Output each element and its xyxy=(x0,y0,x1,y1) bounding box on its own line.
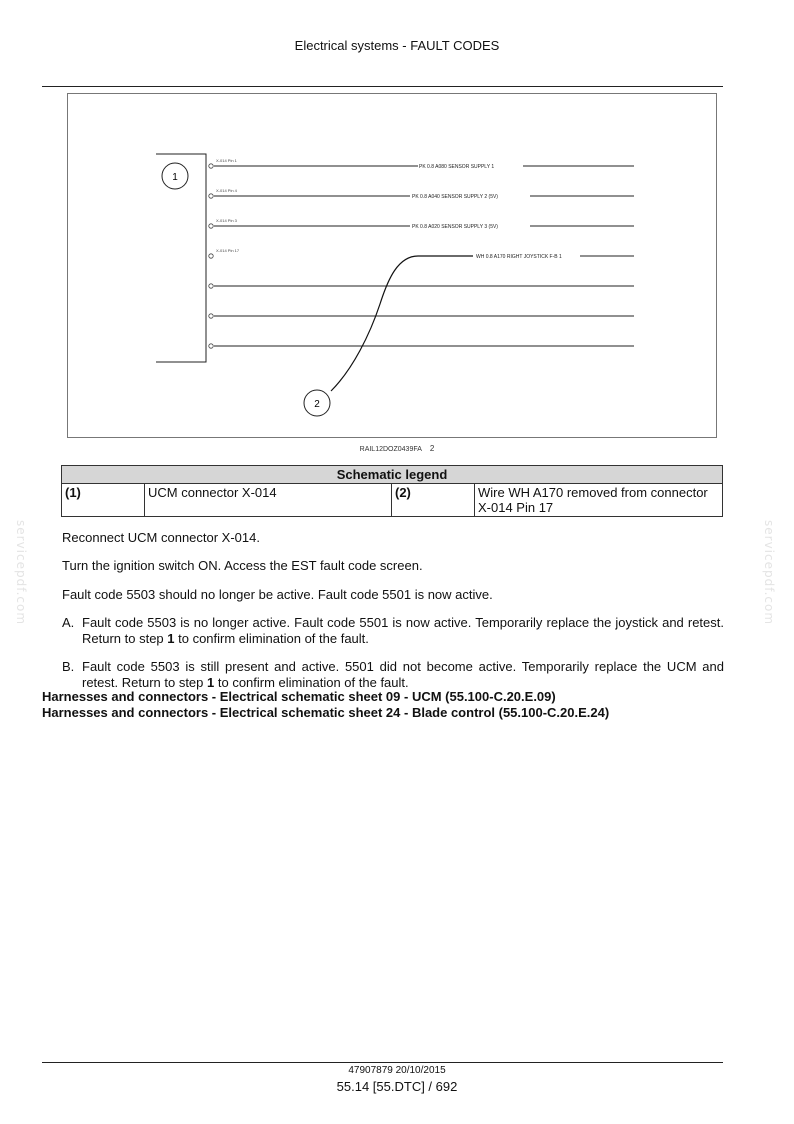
wire-label: PK 0.8 A020 SENSOR SUPPLY 3 (5V) xyxy=(412,224,498,230)
wire-label: WH 0.8 A170 RIGHT JOYSTICK F-B 1 xyxy=(476,254,562,260)
step-text: Fault code 5503 is no longer active. Fault code 5501 is now active. Temporarily replace the joystick and retest. Return to step 1 to confirm elimination of the fault. xyxy=(82,615,724,646)
schematic-figure xyxy=(67,93,717,438)
figure-caption xyxy=(0,444,794,453)
step-text: Fault code 5503 is still present and active. 5501 did not become active. Temporarily replace the UCM and retest. Return to step 1 to confirm elimination of the fault. xyxy=(82,659,724,690)
connector-pins xyxy=(209,164,213,348)
figure-code: RAIL12DOZ0439FA xyxy=(359,446,422,453)
footer-rule xyxy=(42,1062,723,1063)
wire-label: PK 0.8 A040 SENSOR SUPPLY 2 (5V) xyxy=(412,194,498,200)
step-a xyxy=(62,615,724,647)
reference-link[interactable]: Harnesses and connectors - Electrical schematic sheet 09 - UCM (55.100-C.20.E.09) xyxy=(42,689,556,704)
pin-label: X-014 Pin 1 xyxy=(216,158,237,163)
legend-key: (1) xyxy=(62,484,145,517)
legend-title: Schematic legend xyxy=(62,466,723,484)
pin-label: X-014 Pin 3 xyxy=(216,218,237,223)
table-row xyxy=(62,484,723,517)
legend-key: (2) xyxy=(392,484,475,517)
legend-value: UCM connector X-014 xyxy=(145,484,392,517)
watermark-left: servicepdf.com xyxy=(14,520,28,626)
footer-doc-number: 47907879 20/10/2015 xyxy=(348,1065,446,1076)
callout-label-1: 1 xyxy=(172,172,178,183)
pin-label: X-014 Pin 4 xyxy=(216,188,237,193)
schematic-diagram xyxy=(68,94,718,439)
legend-value: Wire WH A170 removed from connector X-014 Pin 17 xyxy=(475,484,723,517)
step-b xyxy=(62,659,724,691)
callout-label-2: 2 xyxy=(314,399,320,410)
page-header-title: Electrical systems - FAULT CODES xyxy=(294,38,500,53)
schematic-legend-table xyxy=(61,465,723,517)
instruction-paragraph: Fault code 5503 should no longer be active. Fault code 5501 is now active. xyxy=(62,587,493,602)
step-letter: A. xyxy=(62,615,75,630)
instruction-paragraph: Reconnect UCM connector X-014. xyxy=(62,530,260,545)
header-rule xyxy=(42,86,723,87)
figure-number: 2 xyxy=(429,444,435,453)
footer-page-number: 55.14 [55.DTC] / 692 xyxy=(336,1079,458,1094)
reference-link[interactable]: Harnesses and connectors - Electrical schematic sheet 24 - Blade control (55.100-C.20.E.24) xyxy=(42,705,610,720)
pin-label: X-014 Pin 17 xyxy=(216,248,240,253)
instruction-paragraph: Turn the ignition switch ON. Access the EST fault code screen. xyxy=(62,558,423,573)
watermark-right: servicepdf.com xyxy=(762,520,776,626)
wire-label: PK 0.8 A080 SENSOR SUPPLY 1 xyxy=(419,164,495,170)
step-letter: B. xyxy=(62,659,75,674)
removed-wire xyxy=(331,256,473,391)
